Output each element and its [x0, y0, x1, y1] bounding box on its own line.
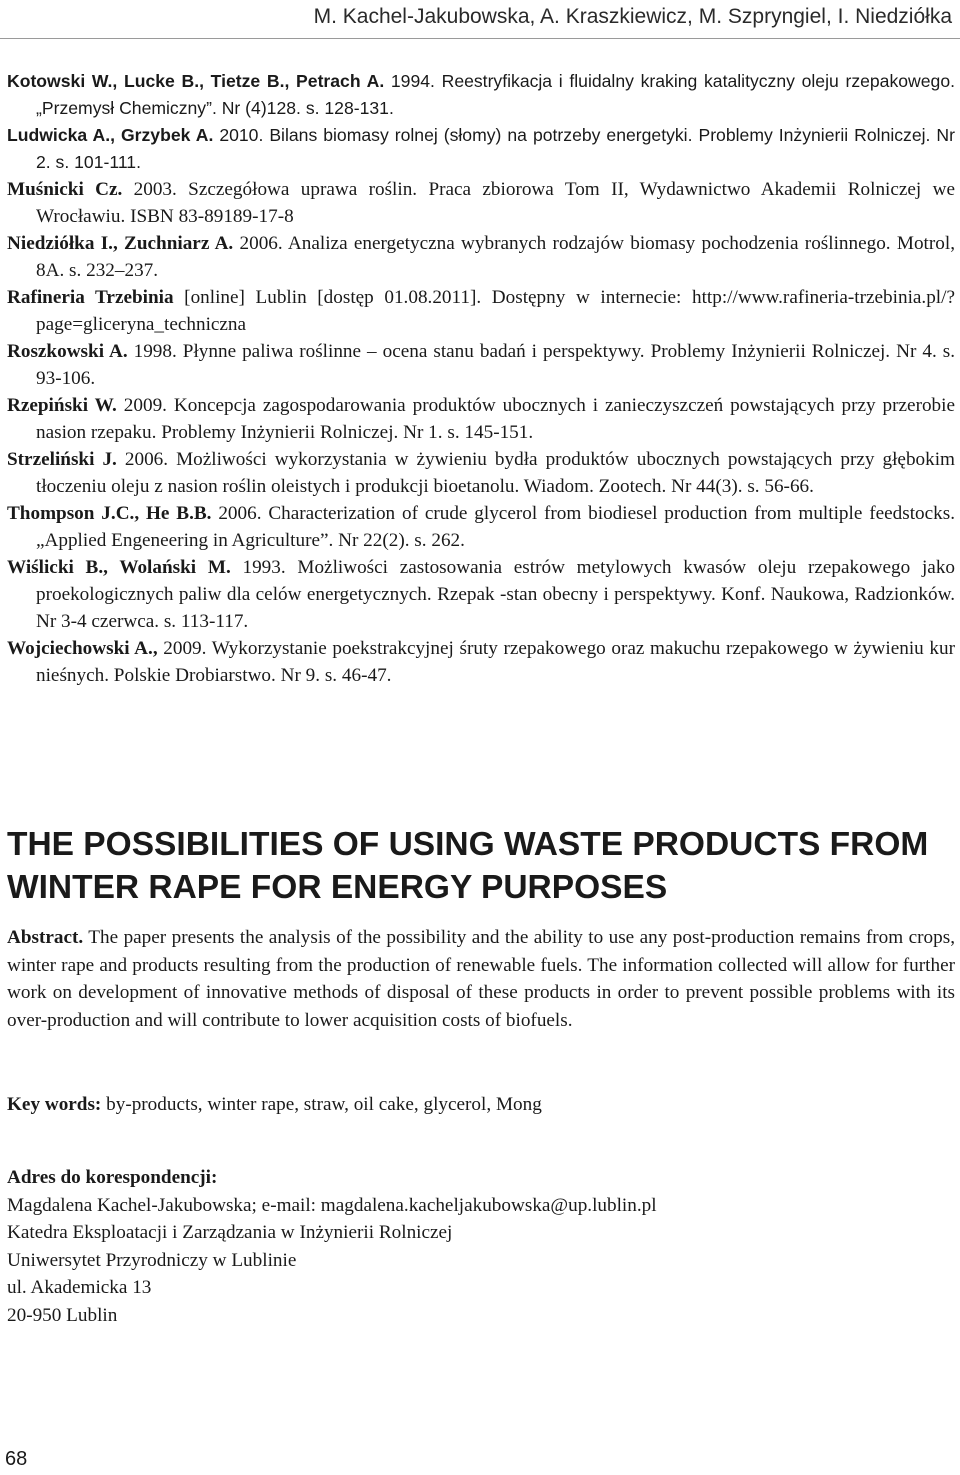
header-rule: [0, 38, 960, 39]
correspondence-address: [7, 1164, 952, 1329]
keywords: [7, 1091, 952, 1118]
reference-text: 1994. Reestryfikacja i fluidalny kraking katalityczny oleju rzepakowego. „Przemysł Chemiczny”. Nr (4)128. s. 128-131.: [36, 71, 955, 118]
reference-item: [7, 68, 955, 122]
keywords-text: by-products, winter rape, straw, oil cake, glycerol, Mong: [101, 1094, 542, 1115]
reference-text: 2003. Szczegółowa uprawa roślin. Praca zbiorowa Tom II, Wydawnictwo Akademii Rolniczej we Wrocławiu. ISBN 83-89189-17-8: [36, 179, 955, 227]
reference-text: 1998. Płynne paliwa roślinne – ocena stanu badań i perspektywy. Problemy Inżynierii Rolniczej. Nr 4. s. 93-106.: [36, 341, 955, 389]
reference-item: [7, 284, 955, 338]
running-header: M. Kachel-Jakubowska, A. Kraszkiewicz, M. Szpryngiel, I. Niedziółka: [313, 5, 952, 28]
reference-item: [7, 500, 955, 554]
reference-text: 2010. Bilans biomasy rolnej (słomy) na potrzeby energetyki. Problemy Inżynierii Rolniczej. Nr 2. s. 101-111.: [36, 125, 955, 172]
reference-text: 1993. Możliwości zastosowania estrów metylowych kwasów oleju rzepakowego jako proekologicznych paliw dla celów energetycznych. Rzepak -stan obecny i perspektywy. Konf. Naukowa, Radzionków. Nr 3-4 czerwca. s. 113-117.: [36, 557, 956, 632]
reference-authors: Kotowski W., Lucke B., Tietze B., Petrach A.: [7, 71, 385, 91]
address-line: ul. Akademicka 13: [7, 1277, 152, 1298]
abstract-text: The paper presents the analysis of the possibility and the ability to use any post-production remains from crops, winter rape and products resulting from the production of renewable fuels. The information collected will allow for further work on development of innovative methods of disposal of these products in order to prevent possible problems with its over-production and will contribute to lower acquisition costs of biofuels.: [7, 927, 955, 1031]
address-line: Katedra Eksploatacji i Zarządzania w Inżynierii Rolniczej: [7, 1222, 453, 1243]
reference-text: 2006. Możliwości wykorzystania w żywieniu bydła produktów ubocznych powstających przy głębokim tłoczeniu oleju z nasion roślin oleistych i produkcji bioetanolu. Wiadom. Zootech. Nr 44(3). s. 56-66.: [36, 449, 955, 497]
reference-authors: Rzepiński W.: [7, 395, 117, 416]
page-number: 68: [5, 1448, 28, 1470]
reference-text: 2006. Analiza energetyczna wybranych rodzajów biomasy pochodzenia roślinnego. Motrol, 8A. s. 232–237.: [36, 233, 955, 281]
reference-item: [7, 554, 955, 635]
reference-authors: Rafineria Trzebinia: [7, 287, 174, 308]
reference-authors: Ludwicka A., Grzybek A.: [7, 125, 214, 145]
reference-text: 2006. Characterization of crude glycerol from biodiesel production from multiple feedstocks. „Applied Engeneering in Agriculture”. Nr 22(2). s. 262.: [36, 503, 955, 551]
reference-item: [7, 230, 955, 284]
reference-item: [7, 338, 955, 392]
reference-item: [7, 392, 955, 446]
address-line: Uniwersytet Przyrodniczy w Lublinie: [7, 1249, 297, 1271]
address-line: 20-950 Lublin: [7, 1304, 118, 1326]
reference-list: [7, 68, 955, 689]
reference-item: [7, 122, 955, 176]
reference-item: [7, 176, 955, 230]
reference-authors: Muśnicki Cz.: [7, 179, 123, 200]
reference-authors: Strzeliński J.: [7, 449, 117, 470]
address-line: Magdalena Kachel-Jakubowska; e-mail: magdalena.kacheljakubowska@up.lublin.pl: [7, 1194, 657, 1216]
reference-text: [online] Lublin [dostęp 01.08.2011]. Dostępny w internecie: http://www.rafineria-trzebinia.pl/?page=gliceryna_techniczna: [36, 287, 955, 335]
abstract: [7, 924, 955, 1034]
reference-text: 2009. Koncepcja zagospodarowania produktów ubocznych i zanieczyszczeń powstających przy przerobie nasion rzepaku. Problemy Inżynierii Rolniczej. Nr 1. s. 145-151.: [36, 395, 955, 443]
paper-title: THE POSSIBILITIES OF USING WASTE PRODUCTS FROM WINTER RAPE FOR ENERGY PURPOSES: [7, 826, 929, 906]
reference-authors: Wojciechowski A.,: [7, 638, 158, 659]
reference-authors: Thompson J.C., He B.B.: [7, 503, 212, 524]
reference-authors: Niedziółka I., Zuchniarz A.: [7, 233, 234, 254]
reference-item: [7, 635, 955, 689]
reference-item: [7, 446, 955, 500]
reference-text: 2009. Wykorzystanie poekstrakcyjnej śruty rzepakowego oraz makuchu rzepakowego w żywieniu kur nieśnych. Polskie Drobiarstwo. Nr 9. s. 46-47.: [36, 638, 955, 686]
reference-authors: Roszkowski A.: [7, 341, 128, 362]
address-label: Adres do korespondencji:: [7, 1167, 218, 1188]
reference-authors: Wiślicki B., Wolański M.: [7, 557, 231, 578]
abstract-label: Abstract.: [7, 927, 84, 948]
keywords-label: Key words:: [7, 1094, 102, 1115]
